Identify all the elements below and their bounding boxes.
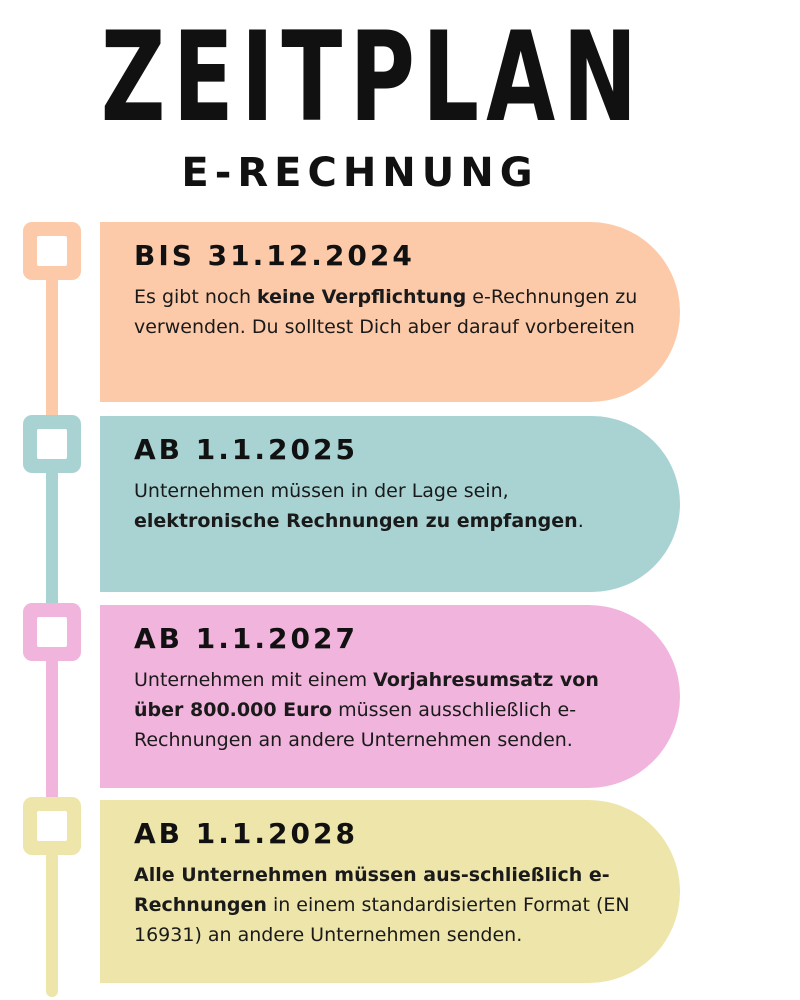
timeline-card-2024 (100, 222, 680, 402)
page-title: ZEITPLAN (100, 6, 645, 150)
card-text: Es gibt noch keine Verpflichtung e-Rechnungen zu verwenden. Du solltest Dich aber darauf vorbereiten (134, 286, 638, 338)
card-text: Alle Unternehmen müssen aus-schließlich e-Rechnungen in einem standardisierten Format (EN 16931) an andere Unternehmen senden. (134, 864, 630, 946)
timeline-marker-2027 (23, 603, 81, 661)
card-date: AB 1.1.2025 (134, 433, 358, 466)
card-date: BIS 31.12.2024 (134, 239, 415, 272)
card-date: AB 1.1.2027 (134, 622, 358, 655)
card-text: Unternehmen mit einem Vorjahresumsatz von über 800.000 Euro müssen ausschließlich e-Rechnungen an andere Unternehmen senden. (134, 669, 599, 751)
timeline-marker-2024 (23, 222, 81, 280)
timeline-card-2028 (100, 800, 680, 983)
timeline-marker-2025 (23, 415, 81, 473)
timeline-card-2025 (100, 416, 680, 592)
timeline-card-2027 (100, 605, 680, 788)
card-text: Unternehmen müssen in der Lage sein, elektronische Rechnungen zu empfangen. (134, 480, 584, 532)
card-date: AB 1.1.2028 (134, 817, 358, 850)
timeline-marker-2028 (23, 797, 81, 855)
page-subtitle: E-RECHNUNG (181, 150, 539, 196)
